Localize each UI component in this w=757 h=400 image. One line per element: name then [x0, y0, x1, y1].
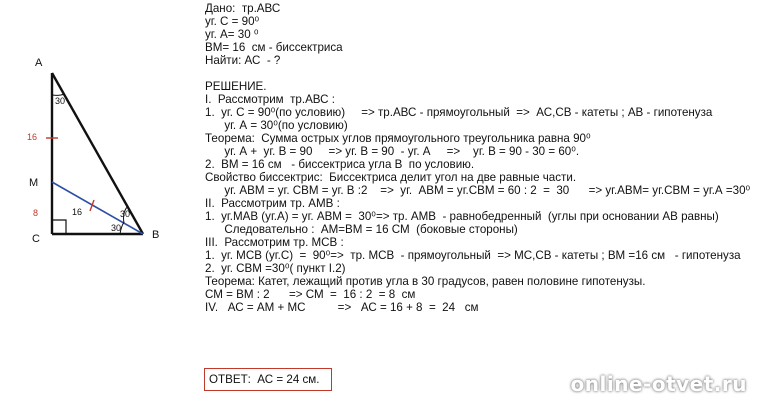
solution-line: III. Рассмотрим тр. МСВ :: [205, 236, 344, 249]
solution-line: РЕШЕНИЕ.: [205, 80, 267, 93]
vertex-a-label: A: [35, 57, 43, 69]
solution-line: уг. АВМ = уг. СВМ = уг. В :2 => уг. АВМ = уг.СВМ = 60 : 2 = 30 => уг.АВМ= уг.СВМ = уг.А =30⁰: [205, 184, 751, 197]
solution-line: I. Рассмотрим тр.АВС :: [205, 93, 335, 106]
solution-line: уг. А= 30 ⁰: [205, 28, 259, 41]
solution-line: 1. уг. МСВ (уг.С) = 90⁰=> тр. МСВ - прямоугольный => МС,СВ - катеты ; ВМ =16 см - гипотенуза: [205, 249, 741, 262]
segment-mc-label: 8: [33, 208, 39, 218]
vertex-b-label: B: [152, 229, 160, 241]
solution-line: 2. ВМ = 16 см - биссектриса угла В по условию.: [205, 158, 475, 171]
vertex-c-label: C: [32, 233, 40, 245]
solution-line: [205, 67, 755, 80]
solution-line: Свойство биссектрис: Биссектриса делит угол на две равные части.: [205, 171, 577, 184]
solution-line: II. Рассмотрим тр. АМВ :: [205, 197, 340, 210]
right-angle-mark: [52, 220, 66, 234]
solution-line: IV. АС = АМ + МС => АС = 16 + 8 = 24 см: [205, 301, 479, 314]
solution-line: уг. А + уг. В = 90 => уг. В = 90 - уг. А => уг. В = 90 - 30 = 60⁰.: [205, 145, 580, 158]
angle-b-lower-label: 30: [111, 223, 122, 233]
solution-line: уг. С = 90⁰: [205, 15, 260, 28]
solution-line: 2. уг. СВМ =30⁰( пункт I.2): [205, 262, 346, 275]
solution-line: Найти: АС - ?: [205, 54, 281, 67]
solution-line: Следовательно : АМ=ВМ = 16 СМ (боковые стороны): [205, 223, 518, 236]
segment-bm-label: 16: [72, 207, 83, 217]
segment-am-label: 16: [27, 132, 38, 142]
vertex-m-label: M: [29, 177, 39, 189]
answer-box: ОТВЕТ: АС = 24 см.: [204, 368, 332, 391]
solution-line: уг. А = 30⁰(по условию): [205, 119, 348, 132]
triangle-figure: [0, 0, 205, 400]
solution-line: 1. уг.МАВ (уг.А) = уг. АВМ = 30⁰=> тр. АМВ - равнобедренный (углы при основании АВ равны): [205, 210, 719, 223]
solution-line: Теорема: Сумма острых углов прямоугольного треугольника равна 90⁰: [205, 132, 591, 145]
site-watermark: online-otvet.ru: [570, 372, 747, 396]
angle-b-upper-label: 30: [120, 209, 131, 219]
solution-line: Дано: тр.АВС: [205, 2, 281, 15]
solution-line: 1. уг. С = 90⁰(по условию) => тр.АВС - прямоугольный => АС,СВ - катеты ; АВ - гипотенуза: [205, 106, 713, 119]
angle-a-label: 30: [55, 96, 66, 106]
solution-line: СМ = ВМ : 2 => СМ = 16 : 2 = 8 см: [205, 288, 416, 301]
solution-line: Теорема: Катет, лежащий против угла в 30 градусов, равен половине гипотенузы.: [205, 275, 646, 288]
solution-line: ВМ= 16 см - биссектриса: [205, 41, 343, 54]
solution-text: [205, 2, 755, 314]
